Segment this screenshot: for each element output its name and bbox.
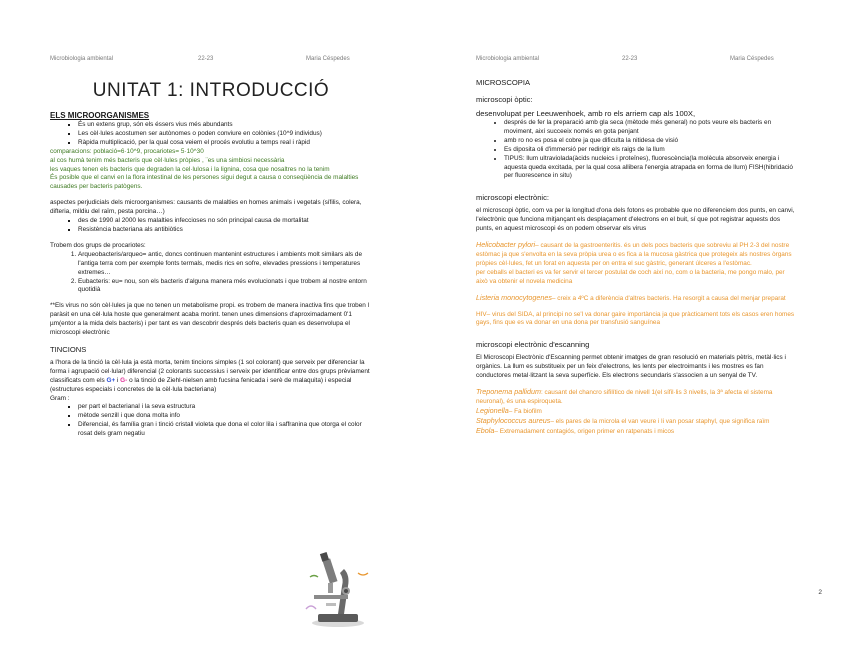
microscope-objective (328, 583, 333, 593)
list-item: ▪ Ràpida multiplicació, per la qual cosa veiem el procés evolutiu a temps real i ràpid (78, 139, 372, 148)
gram-negative-label: G- (120, 376, 128, 384)
section-heading-microorganismes: ELS MICROORGANISMES (50, 111, 150, 120)
tincions-paragraph: a l'hora de la tinció la cèl·lula ja està morta, tenim tincions simples (1 sol colorant) que serveix per diferenciar la forma i agrupació cel·lular) diferencial (2 colorants successius i serveix per identificar entre dos grups prèviament classificats com els G+ i G- o la tinció de Ziehl-nielsen amb fucsina fenicada i serè de malaquita) i especial (estructures especials i concretes de la cèl·lula bacteriana) (50, 358, 370, 393)
scanning-paragraph: El Microscopi Electrònic d'Escanning permet obtenir imatges de gran resolució en materials pètris, metàl·lics i orgànics. La llum es substitueix per un feix d'electrons, les lents per electroimants i les mostres es fan conductores metal·litzant la seva superfície. Els electrons secundaris s'associen a un senyal de TV. (476, 354, 786, 380)
page-number: 2 (818, 589, 822, 596)
list-item: ▪ Les cèl·lules acostumen ser autònomes o poden conviure en colònies (10^9 individus) (78, 130, 372, 139)
bacteria-note: Listeria monocytogenes– creix a 4ºC a diferència d'altres bacteris. Ha resorgit a causa del menjar preparat (476, 292, 786, 302)
right-column (476, 78, 796, 437)
list-item: ▪ per part el bacterianal i la seva estructura (78, 403, 372, 412)
microscope-illustration (300, 551, 372, 629)
green-note: les vaques tenen els bacteris que degraden la cel·lulosa i la lignina, cosa que nosaltres no la tenim (50, 165, 330, 173)
bacteria-note: Ebola– Extremadament contagiós, origen primer en ratpenats i micos (476, 425, 675, 435)
paragraph: aspectes perjudicials dels microorganismes: causants de malalties en homes animals i vegetals (sífilis, colera, difteria, mildiu del raïm, pesta porcina…) (50, 199, 362, 216)
gram-label: Gram : (50, 394, 70, 402)
header-author: Maria Céspedes (306, 56, 350, 62)
list-item: ▪ des de 1990 al 2000 les malalties infeccioses no són principal causa de mortalitat (78, 217, 372, 226)
paragraph: Trobem dos grups de procariotes: (50, 241, 146, 249)
left-column (50, 80, 372, 439)
gram-list (50, 403, 372, 439)
microscope-base (318, 614, 358, 622)
microorganismes-list (50, 121, 372, 148)
heading-microscopi-scanning: microscopi electrònic d'escanning (476, 340, 590, 350)
optic-intro: desenvolupat per Leeuwenhoek, amb ro els arriem cap als 100X, (476, 109, 696, 118)
bacteria-note: Treponema pallidum: causant del chancro sifilítico de nivell 1(el sífil·lis 3 nivells, la 3ª afecta el sistema neuronal), és una espiroqueta. (476, 387, 773, 405)
electronic-paragraph: el microscopi òptic, com va per la longitud d'ona dels fotons es probable que no diferenciem dos punts, en canvi, l'electrònic que funciona mitjançant els desplaçament d'electrons en el buit, sí que pot registrar aquests dos punts, en aquest microscopi és on podem observar els virus (476, 207, 795, 233)
bacteria-note: Staphylococcus aureus– els pares de la microla el van veure i li van posar staphyl, que significa raïm (476, 415, 770, 425)
bacteria-note: Helicobacter pylori– causant de la gastroenteritis. és un dels pocs bacteris que sobreviu al PH 2-3 del nostre estòmac ja que s'envolta en la seva pròpia urea o es fica a la mucosa gàstrica que protegeix als nostres òrgans pròpies cèl·lules, fet un forat en aquesta per on entra el suc gàstric, generant úlceres a l'estòmac. (476, 240, 792, 267)
bacteria-note: HIV– virus del SIDA, al principi no se'l va donar gaire importància ja que pràcticament tots els casos eren homes gays, fins que es va donar en una dona per transfusió sanguínea (476, 310, 795, 327)
virus-note: **Els virus no són cèl·lules ja que no tenen un metabolisme propi. es trobem de manera inactiva fins que troben l paràsit en una cèl·lula hoste que generalment acaba morint. tenen unes dimensions d'aproximadament 0'1 µm(entor a la mida dels bacteris) i per tant es van descobrir després dels bacteris quan es desenvolupa el microscopi electrònic (50, 302, 369, 337)
header-course: Microbiologia ambiental (476, 56, 540, 62)
header-course: Microbiologia ambiental (50, 56, 114, 62)
bacteria-note: per ceballs el bacteri es va fer servir el tercer postulat de coch així no, com o la bacteria, me pongo malo, per això va obtenir el novela medicina (476, 268, 785, 285)
section-heading-tincions: TINCIONS (50, 344, 87, 354)
header-author: Maria Céspedes (730, 56, 774, 62)
heading-microscopi-electronic: microscopi electrònic: (476, 193, 550, 203)
list-item: 2. Eubacteris: eu= nou, son els bacteris d'alguna manera més evolucionats i que trobem al nostre entorn quotidià (78, 278, 372, 296)
microscope-stage (314, 595, 348, 599)
list-item: • TIPUS: llum ultraviolada(àcids nucleics i proteïnes), fluorescència(la molècula absorveix energia i aquesta queda excitada, per la qual cosa allibera l'energia atrapada en forma de llum) FISH(hibridació per fluorescence in situ) (504, 155, 796, 182)
heading-microscopi-optic: microscopi òptic: (476, 95, 533, 104)
right-page (424, 0, 848, 655)
swirl-decoration (358, 573, 368, 575)
microscope-tube (322, 558, 337, 583)
list-item: ▪ Diferencial, és família gran i tinció cristall violeta que dona el color lila i saffranina que otorga el color rosat dels gram negatiu (78, 421, 372, 439)
green-note: És posible que el canvi en la flora intestinal de les persones sigui degut a causa o conseqüència de malalties causades per bacteris patògens. (50, 174, 359, 191)
list-item: • Es diposita oli d'immersió per redirigir els raigs de la llum (504, 146, 796, 155)
optic-list (476, 119, 796, 181)
green-note: al cos humà tenim més bacteris que cèl·lules pròpies , ¨es una simbiosi necessària (50, 156, 285, 164)
list-item: • després de fer la preparació amb gla seca (mètode més general) no pots veure els bacteris en moviment, així succeeix només en gota penjant (504, 119, 796, 137)
green-note: comparacions: població=6·10^9, procariotes= 5·10^30 (50, 147, 204, 155)
microscope-light (326, 603, 336, 606)
section-heading-microscopia: MICROSCOPIA (476, 78, 531, 87)
header-year: 22-23 (198, 56, 214, 62)
list-item: ▪ Resistència bacteriana als antibiòtics (78, 226, 372, 235)
header-year: 22-23 (622, 56, 638, 62)
list-item: ▪ mètode senzill i que dona molta info (78, 412, 372, 421)
perjudicials-list (50, 217, 372, 235)
procariotes-list (50, 251, 372, 296)
page-title: UNITAT 1: INTRODUCCIÓ (92, 80, 330, 101)
swirl-decoration (306, 606, 316, 609)
list-item: • amb ro no es posa el cobre ja que dificulta la nitidesa de visió (504, 137, 796, 146)
gram-positive-label: G+ (106, 376, 116, 384)
bacteria-note: Legionella– Fa biofilm (476, 405, 542, 415)
leaf-decoration (310, 576, 318, 578)
list-item: 1. Arqueobacteris/arqueo= antic, doncs continuen mantenint estructures i ambients molt similars als de l'antiga terra com per exemple fonts termals, medis rics en sofre, elevades pressions i temperatures extremes… (78, 251, 372, 278)
list-item: ▪ És un extens grup, són els éssers vius més abundants (78, 121, 372, 130)
